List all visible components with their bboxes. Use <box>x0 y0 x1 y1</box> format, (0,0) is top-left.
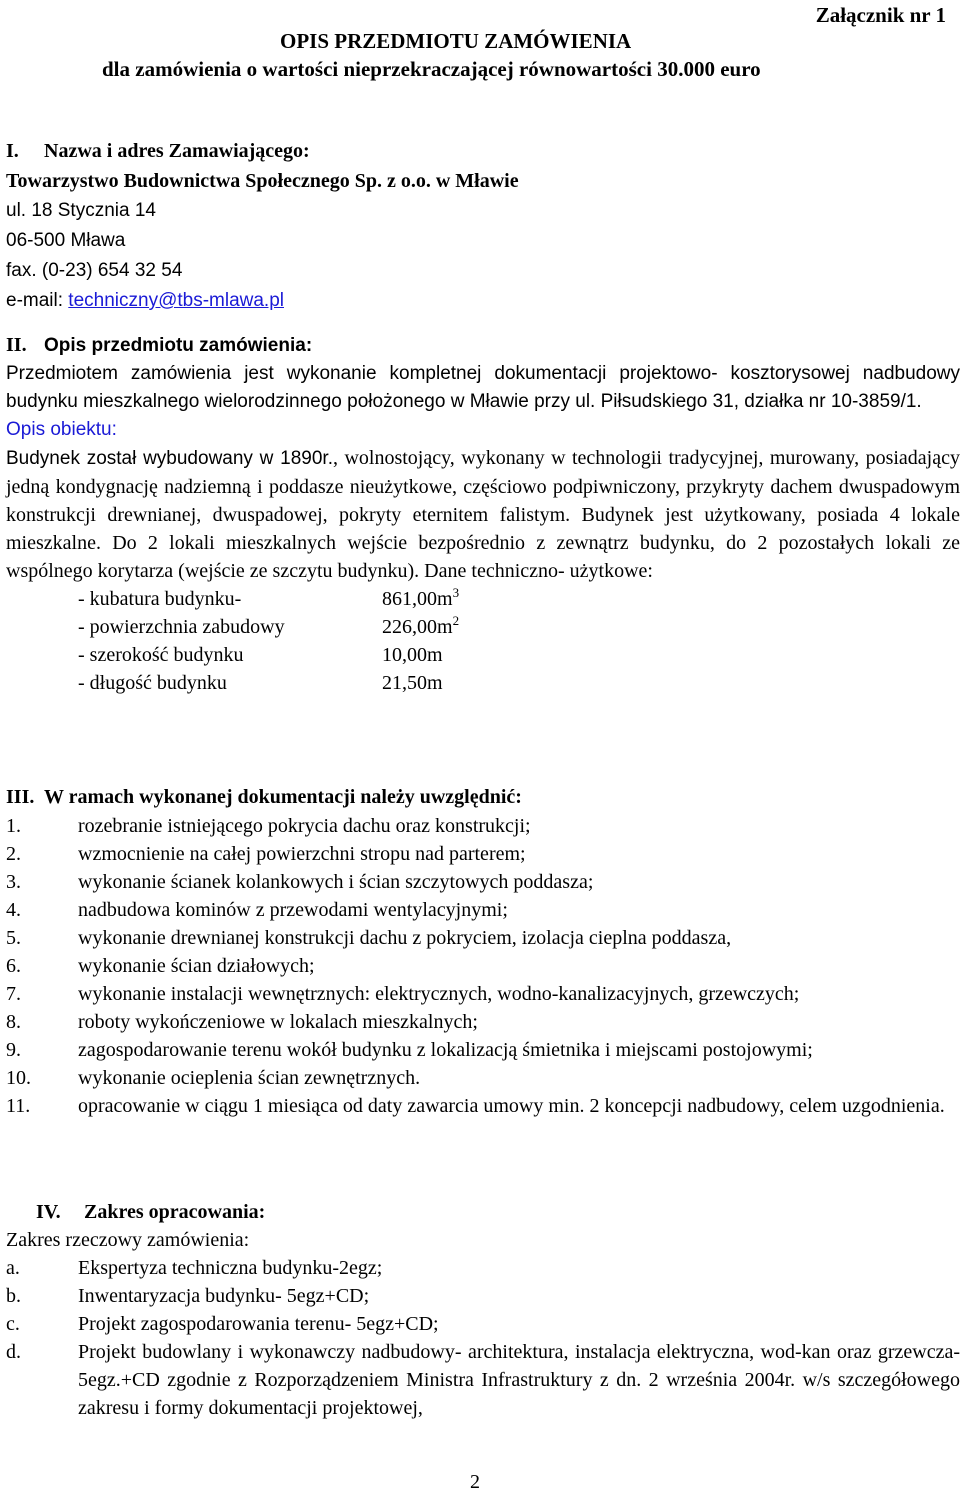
company-name: Towarzystwo Budownictwa Społecznego Sp. z o.o. w Mławie <box>6 170 519 192</box>
section-title: Opis przedmiotu zamówienia: <box>44 335 313 356</box>
subject-paragraph: Przedmiotem zamówienia jest wykonanie kompletnej dokumentacji projektowo- kosztorysowej nadbudowy budynku mieszkalnego wielorodzinnego położonego w Mławie przy ul. Piłsudskiego 31, działka nr 10-3859/1. <box>6 363 960 412</box>
list-item <box>6 1254 960 1282</box>
list-item <box>6 1338 960 1422</box>
section-number: II. <box>6 334 27 356</box>
spec-unit-exponent: 3 <box>452 585 460 600</box>
section-heading <box>6 136 954 166</box>
object-description <box>6 444 960 585</box>
document-subtitle: dla zamówienia o wartości nieprzekraczającej równowartości 30.000 euro <box>102 57 761 81</box>
section-title: Zakres opracowania: <box>84 1201 266 1223</box>
list-item-number: 2. <box>6 843 21 865</box>
list-item-number: 7. <box>6 983 21 1005</box>
list-item-number: 10. <box>6 1067 31 1089</box>
list-item <box>6 980 960 1008</box>
list-item-number: 6. <box>6 955 21 977</box>
section-subject-description <box>6 330 960 697</box>
list-item <box>6 924 960 952</box>
email-row <box>6 286 954 316</box>
list-item <box>6 1282 960 1310</box>
scope-list <box>6 812 960 1120</box>
section-number: III. <box>6 786 35 808</box>
spec-value: 10,00m <box>382 644 443 666</box>
list-item-text: Ekspertyza techniczna budynku-2egz; <box>78 1257 383 1279</box>
list-item-text: zagospodarowanie terenu wokół budynku z lokalizacją śmietnika i miejscami postojowymi; <box>78 1039 813 1061</box>
section-heading <box>6 330 960 360</box>
list-item <box>6 896 960 924</box>
spec-row <box>78 585 960 613</box>
spec-row <box>78 613 960 641</box>
spec-value: 21,50m <box>382 672 443 694</box>
list-item-text: opracowanie w ciągu 1 miesiąca od daty zawarcia umowy min. 2 koncepcji nadbudowy, celem uzgodnienia. <box>78 1095 945 1117</box>
list-item-number: 4. <box>6 899 21 921</box>
description-intro: Budynek został wybudowany w 1890r. <box>6 448 333 469</box>
list-item-letter: d. <box>6 1341 21 1363</box>
spec-value: 226,00m <box>382 616 453 638</box>
list-item-number: 5. <box>6 927 21 949</box>
list-item-number: 3. <box>6 871 21 893</box>
list-item-text: wykonanie instalacji wewnętrznych: elektrycznych, wodno-kanalizacyjnych, grzewczych; <box>78 983 800 1005</box>
spec-unit-exponent: 2 <box>452 613 460 628</box>
section-heading <box>6 782 960 812</box>
email-link[interactable]: techniczny@tbs-mlawa.pl <box>68 290 284 311</box>
list-item-text: wykonanie drewnianej konstrukcji dachu z pokryciem, izolacja cieplna poddasza, <box>78 927 732 949</box>
list-item-text: Projekt budowlany i wykonawczy nadbudowy- architektura, instalacja elektryczna, wod-kan oraz grzewcza- 5egz.+CD zgodnie z Rozporządzeniem Ministra Infrastruktury z dn. 2 września 2004r. w/s szczegółowego zakresu i formy dokumentacji projektowej, <box>78 1341 960 1419</box>
section-work-scope <box>6 1198 960 1422</box>
list-item <box>6 1092 960 1120</box>
list-item <box>6 1036 960 1064</box>
spec-row <box>78 669 960 697</box>
list-item <box>6 1064 960 1092</box>
technical-specs <box>6 585 960 697</box>
list-item-letter: c. <box>6 1313 20 1335</box>
list-item <box>6 1008 960 1036</box>
street-address: ul. 18 Stycznia 14 <box>6 200 156 221</box>
list-item <box>6 812 960 840</box>
list-item-text: roboty wykończeniowe w lokalach mieszkalnych; <box>78 1011 478 1033</box>
section-number: IV. <box>36 1201 61 1223</box>
section-documentation-scope <box>6 782 960 1120</box>
deliverables-list <box>6 1254 960 1422</box>
list-item <box>6 1310 960 1338</box>
section-contracting-authority <box>6 136 954 316</box>
list-item-text: wykonanie ścianek kolankowych i ścian szczytowych poddasza; <box>78 871 594 893</box>
section-subheading: Zakres rzeczowy zamówienia: <box>6 1229 250 1251</box>
object-description-label: Opis obiektu: <box>6 419 117 440</box>
spec-label: - długość budynku <box>78 672 227 694</box>
document-header <box>0 0 960 90</box>
list-item-number: 8. <box>6 1011 21 1033</box>
list-item-letter: b. <box>6 1285 21 1307</box>
spec-value: 861,00m <box>382 588 453 610</box>
spec-label: - szerokość budynku <box>78 644 244 666</box>
section-title: Nazwa i adres Zamawiającego: <box>44 140 310 162</box>
section-number: I. <box>6 140 19 162</box>
section-title: W ramach wykonanej dokumentacji należy uwzględnić: <box>44 786 522 808</box>
spec-label: - kubatura budynku- <box>78 588 242 610</box>
list-item-text: wykonanie ocieplenia ścian zewnętrznych. <box>78 1067 421 1089</box>
list-item-number: 9. <box>6 1039 21 1061</box>
section-heading <box>6 1198 960 1226</box>
list-item <box>6 840 960 868</box>
list-item-letter: a. <box>6 1257 20 1279</box>
list-item <box>6 952 960 980</box>
spec-label: - powierzchnia zabudowy <box>78 616 285 638</box>
description-body: , wolnostojący, wykonany w technologii tradycyjnej, murowany, posiadający jedną kondygnację nadziemną i poddasze nieużytkowe, częściowo podpiwniczony, przykryty dachem dwuspadowym konstrukcji drewnianej, dwuspadowej, pokryty eternitem falistym. Budynek jest użytkowany, posiada 4 lokale mieszkalne. Do 2 lokali mieszkalnych wejście bezpośrednio z zewnątrz budynku, do 2 pozostałych lokali ze wspólnego korytarza (wejście ze szczytu budynku). Dane techniczno- użytkowe: <box>6 447 960 582</box>
list-item-number: 11. <box>6 1095 31 1117</box>
page-number: 2 <box>470 1471 480 1493</box>
list-item-text: wykonanie ścian działowych; <box>78 955 315 977</box>
list-item-text: Projekt zagospodarowania terenu- 5egz+CD; <box>78 1313 439 1335</box>
list-item-text: Inwentaryzacja budynku- 5egz+CD; <box>78 1285 370 1307</box>
list-item <box>6 868 960 896</box>
list-item-number: 1. <box>6 815 21 837</box>
list-item-text: rozebranie istniejącego pokrycia dachu oraz konstrukcji; <box>78 815 531 837</box>
spec-row <box>78 641 960 669</box>
annex-label: Załącznik nr 1 <box>815 3 946 27</box>
fax-number: fax. (0-23) 654 32 54 <box>6 260 183 281</box>
postal-address: 06-500 Mława <box>6 230 126 251</box>
email-label: e-mail: <box>6 290 69 311</box>
list-item-text: wzmocnienie na całej powierzchni stropu nad parterem; <box>78 843 526 865</box>
document-title: OPIS PRZEDMIOTU ZAMÓWIENIA <box>280 29 632 53</box>
list-item-text: nadbudowa kominów z przewodami wentylacyjnymi; <box>78 899 508 921</box>
